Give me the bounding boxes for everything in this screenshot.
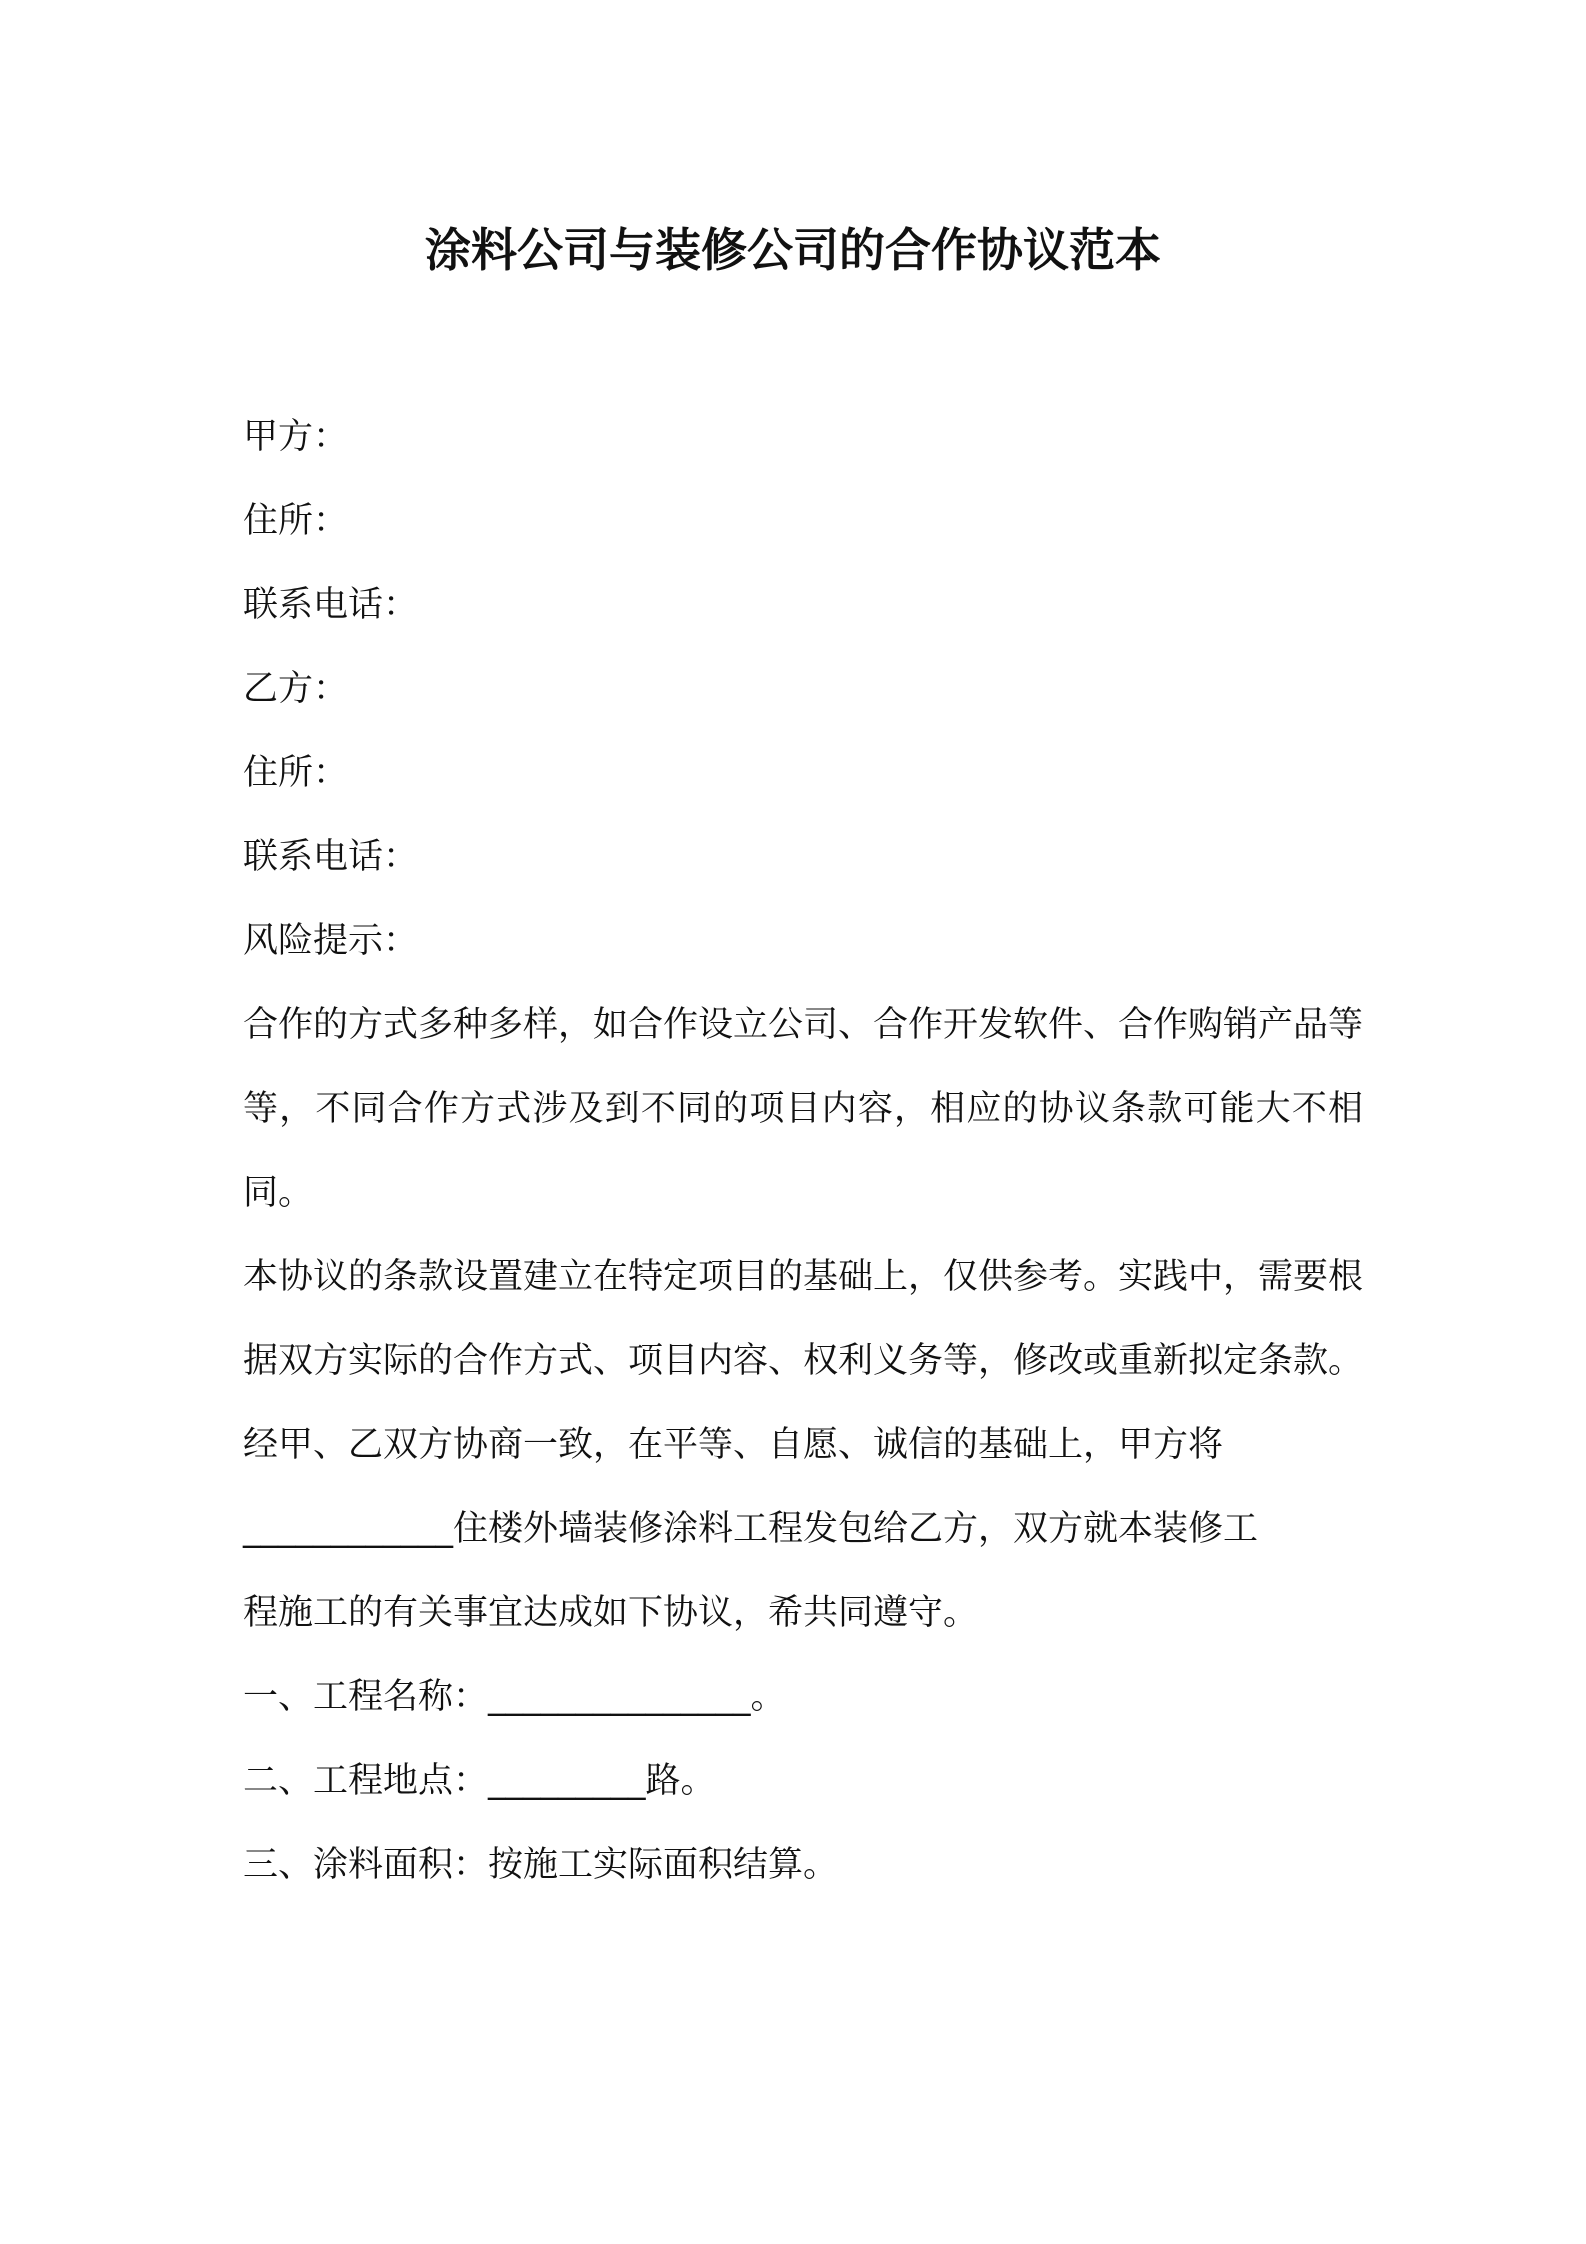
party-b-address-label: 住所： [243, 753, 349, 793]
party-a-phone-label: 联系电话： [243, 585, 419, 625]
preamble-line-3: 程施工的有关事宜达成如下协议，希共同遵守。 [243, 1593, 979, 1633]
risk-paragraph-2: 本协议的条款设置建立在特定项目的基础上，仅供参考。实践中，需要根据双方实际的合作方式、项目内容、权利义务等，修改或重新拟定条款。 [243, 1257, 1364, 1381]
party-a-address-label: 住所： [243, 501, 349, 541]
risk-heading: 风险提示： [243, 921, 419, 961]
clause-3-coating-area: 三、涂料面积：按施工实际面积结算。 [243, 1845, 839, 1885]
document-title: 涂料公司与装修公司的合作协议范本 [425, 223, 1161, 277]
preamble-line-2: ____________住楼外墙装修涂料工程发包给乙方，双方就本装修工 [243, 1509, 1259, 1549]
clause-2-project-location: 二、工程地点：_________路。 [243, 1761, 716, 1801]
document-body [243, 395, 1363, 1907]
clause-1-project-name: 一、工程名称：_______________。 [243, 1677, 786, 1717]
risk-paragraph-1: 合作的方式多种多样，如合作设立公司、合作开发软件、合作购销产品等等，不同合作方式涉及到不同的项目内容，相应的协议条款可能大不相同。 [243, 1005, 1364, 1213]
preamble-line-1: 经甲、乙双方协商一致，在平等、自愿、诚信的基础上，甲方将 [243, 1425, 1224, 1465]
party-b-phone-label: 联系电话： [243, 837, 419, 877]
party-b-name-label: 乙方： [243, 669, 349, 709]
party-a-name-label: 甲方： [243, 417, 349, 457]
